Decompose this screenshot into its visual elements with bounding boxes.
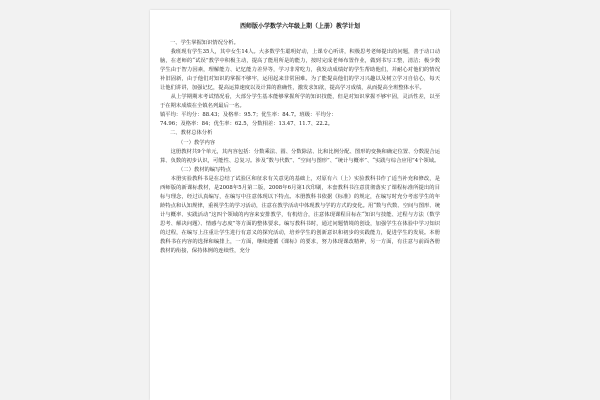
subsection-textbook-features: （二）教材的编写特点 (178, 166, 231, 173)
section2-heading: 二、教材总体分析 (170, 130, 213, 137)
subsection-teaching-content: （一）教学内容 (178, 139, 216, 146)
section1-heading: 一、学生掌握知识情况分析。 (170, 40, 239, 46)
paragraph-exam-results: 从上学期期末考试情况看，大部分学生基本能够掌握所学的知识技能，但是对知识掌握不够牢固，灵活性差，以至于在期末成绩在全镇名列最后一名。 (160, 94, 440, 110)
paragraph-student-analysis: 我班现有学生35人，其中女生14人。大多数学生聪明好动，上课专心听讲，积极思考老师提出的问题，善于动口动脑，在老师的“试误”教学中积极主动，提高了能用所是的能力，按时完成老师布置作业，做到书写工整，清洁；极少数学生由于智力因素，理解能力、记忆能力差异等，学习非常吃力，我发动成绩好的学生帮助他们，并耐心对他们的情况补旧固新，由于他们对知识的掌握不够牢，运用起来非常困难。为了能提高他们的学习兴趣以及树立学习自信心，每天让他们讲讲，加强记忆，提高运算速度以及计算的准确性，激发求知欲，提高学习成绩，从而提高全班整体水平。 (160, 49, 440, 92)
stats-line-2: 74.96；及格率：84；优生率：62.5，分数相差：13.47、11.7、22.2。 (160, 121, 334, 128)
paragraph-teaching-content: 这册教材共9个单元，其内容包括：分数乘法、圆、分数除法、比和比例分配、图形的变换和确定位置、分数混合运算、负数的初步认识，可能性、总复习。涉及“数与代数”、“空间与图形”、“统计与概率”、“实践与综合应用”4个领域。 (160, 148, 440, 164)
paragraph-textbook-features: 本册实验教科书是在总结了试验区和征求有关意见的基础上，对原有六（上）实验教科书作了适当补充和修改，是西师版的新课标教材，是2008年5月第二版，2008年6月第1次印刷，本套教科书注意贯彻落实了课程标准所提出的目标与理念，经过认真编写，在编写中注意体现以下特点。本册教科书依据《标准》的规定，在编写时充分考虑学生的年龄特点和认知规律，重视学生的学习活动，注意在教学活动中体现教与学的方式的变化。用“数与代数、空间与图形、统计与概率、实践活动”这四个领域的内容来安排教学，有机结合，注意体现课程目标在“知识与技能、过程与方法（数学思考、解决问题）、情感与态度”等方面的整体要求。编写教科书时，通过问题情境的创设，加强学生在体验中学习知识的过程，在编写上注重让学生进行有意义的探究活动，培养学生的创新意识和初步的实践能力，促进学生的发展。本册教科书在内容的选择和编排上，一方面，继续遵循《课标》的要求，努力体现课改精神，另一方面，有注意与前面各册教材的衔接，保持体例的连续性，充分 (160, 175, 440, 255)
document-title: 西师版小学数学六年级上期（上册）教学计划 (239, 23, 360, 30)
stats-line-1: 镇平均：平均分：88.43；及格率：95.7；优生率：84.7。班级：平均分： (160, 112, 337, 119)
document-content (160, 22, 440, 400)
document-page (150, 10, 450, 400)
